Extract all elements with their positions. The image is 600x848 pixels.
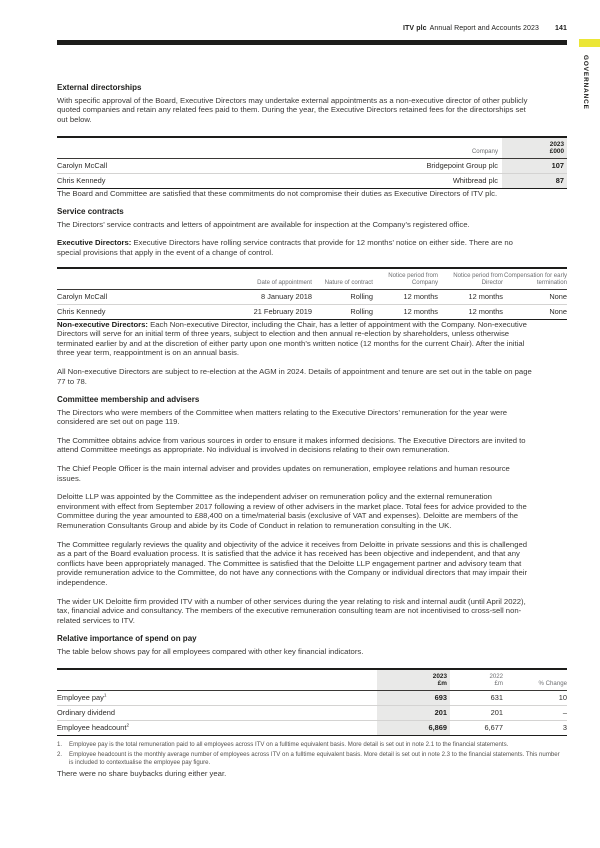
- value-2023-cell: 201: [377, 705, 450, 720]
- year-label: 2022: [489, 673, 503, 681]
- footnotes: [57, 741, 562, 766]
- company-column-header: Company: [287, 137, 502, 158]
- page-content: [57, 83, 567, 787]
- section-title-committee-membership: Committee membership and advisers: [57, 395, 200, 405]
- year-label: 2023: [549, 141, 564, 149]
- unit-label: £000: [549, 148, 564, 156]
- footnote: [57, 741, 562, 749]
- company-cell: Whitbread plc: [452, 176, 498, 186]
- committee-paragraph: The Directors who were members of the Committee when matters relating to the Executive Directors’ remuneration for the year were considered are set out on page 119.: [57, 407, 508, 427]
- indicator-label: Employee headcount: [57, 723, 127, 733]
- footnote: [57, 751, 562, 766]
- nature-cell: Rolling: [312, 289, 373, 304]
- notice-company-cell: 12 months: [373, 289, 438, 304]
- notice-period-company-header: Notice period from Company: [373, 268, 438, 289]
- year-2023-column-header: [502, 137, 567, 158]
- section-title-spend-on-pay: Relative importance of spend on pay: [57, 634, 197, 644]
- date-cell: 21 February 2019: [253, 307, 312, 317]
- value-2022-cell: 201: [450, 705, 503, 720]
- brand-name: ITV plc: [403, 25, 427, 32]
- footnote-number: 2.: [57, 751, 63, 758]
- executive-directors-label: Executive Directors:: [57, 238, 132, 248]
- director-name-cell: Chris Kennedy: [57, 176, 106, 186]
- compensation-cell: None: [503, 289, 567, 304]
- re-election-paragraph: All Non-executive Directors are subject to re-election at the AGM in 2024. Details of appointment and tenure are set out in the table on page 77 to 78.: [57, 366, 532, 386]
- table-header-row: [57, 268, 567, 289]
- non-executive-directors-paragraph: [57, 320, 535, 358]
- page-number: 141: [555, 25, 567, 32]
- notice-director-cell: 12 months: [438, 289, 503, 304]
- service-contracts-table: [57, 267, 567, 320]
- compensation-header: Compensation for early termination: [503, 268, 567, 289]
- share-buybacks-note: There were no share buybacks during either year.: [57, 768, 227, 778]
- year-label: 2023: [432, 673, 447, 681]
- footnote-ref: 1: [103, 692, 107, 698]
- percent-change-cell: 3: [562, 723, 567, 733]
- spend-on-pay-intro: The table below shows pay for all employees compared with other key financial indicators.: [57, 646, 364, 656]
- value-2022-cell: 631: [450, 690, 503, 705]
- notice-company-cell: 12 months: [403, 307, 438, 317]
- table-header-row: [57, 669, 567, 690]
- indicator-label: Employee pay: [57, 693, 104, 703]
- governance-accent-bar: [579, 39, 600, 47]
- table-header-row: [57, 137, 567, 158]
- unit-label: £m: [494, 680, 503, 688]
- report-title: Annual Report and Accounts 2023: [429, 25, 540, 32]
- table-row: [57, 289, 567, 304]
- empty-header-cell: [57, 669, 377, 690]
- indicator-label-cell: [57, 690, 377, 705]
- committee-paragraph: Deloitte LLP was appointed by the Committee as the independent adviser on remuneration policy and the external remuneration environment with effect from September 2017 following a review of other advisers in the market place. Total fees for advice provided to the Committee during the year amounted to £88,400 on a time/material basis (exclusive of VAT and expenses). Deloitte are members of the Remuneration Consultants Group and abide by its Code of Conduct in relation to remuneration consulting in the UK.: [57, 492, 527, 530]
- nature-of-contract-header: Nature of contract: [312, 268, 373, 289]
- date-of-appointment-header: Date of appointment: [247, 268, 312, 289]
- director-name-cell: Chris Kennedy: [57, 307, 106, 317]
- executive-directors-text: Executive Directors have rolling service contracts that provide for 12 months’ notice on either side. There are no special provisions that apply in the event of a change of control.: [57, 238, 513, 258]
- table-row: [57, 720, 567, 735]
- committee-paragraph: The Chief People Officer is the main internal adviser and provides updates on remuneration, employee relations and human resource issues.: [57, 464, 510, 483]
- section-title-external-directorships: External directorships: [57, 83, 142, 92]
- percent-change-cell: –: [503, 705, 567, 720]
- director-name-cell: Carolyn McCall: [57, 289, 247, 304]
- unit-label: £m: [437, 680, 447, 688]
- non-executive-directors-text: Each Non-executive Director, including the Chair, has a letter of appointment with the Company. Non-executive Directors will serve for an initial term of three years, subject to election and then annual re-election by shareholders, unless otherwise terminated earlier by and at the discretion of either party upon one month’s written notice (12 months for the current Chair). After the initial three year term, reappointment is on an annual basis.: [57, 319, 527, 358]
- date-cell: 8 January 2018: [247, 289, 312, 304]
- committee-paragraph: The Committee obtains advice from various sources in order to ensure it makes informed decisions. The Executive Directors are invited to attend Committee meetings as appropriate. No individual is involved in decisions relating to their own remuneration.: [57, 435, 526, 455]
- table-row: [57, 173, 567, 188]
- governance-tab-label: GOVERNANCE: [582, 55, 589, 110]
- fee-cell: 87: [502, 173, 567, 188]
- company-cell: Bridgepoint Group plc: [287, 158, 502, 173]
- percent-change-column-header: % Change: [503, 669, 567, 690]
- footnote-text: Employee pay is the total remuneration paid to all employees across ITV on a fulltime equivalent basis. More detail is set out in note 2.1 to the financial statements.: [69, 740, 509, 748]
- table-row: [57, 705, 567, 720]
- footnote-text: Employee headcount is the monthly average number of employees across ITV on a fulltime equivalent basis. More detail is set out in note 2.3 to the financial statements. This number is included to contextualise the employee pay figure.: [69, 751, 560, 766]
- nature-cell: Rolling: [350, 307, 373, 317]
- notice-director-cell: 12 months: [468, 307, 503, 317]
- indicator-label-cell: [57, 720, 377, 735]
- indicator-label-cell: [57, 705, 377, 720]
- value-2023-cell: 693: [377, 690, 450, 705]
- header-rule: [57, 40, 567, 45]
- footnote-ref: 2: [126, 722, 130, 728]
- table-row: [57, 304, 567, 319]
- table-row: [57, 158, 567, 173]
- indicator-label: Ordinary dividend: [57, 708, 115, 718]
- empty-header-cell: [57, 268, 247, 289]
- year-2022-column-header: [450, 669, 503, 690]
- table-row: [57, 690, 567, 705]
- notice-period-director-header: Notice period from Director: [438, 268, 503, 289]
- committee-paragraph: The wider UK Deloitte firm provided ITV with a number of other services during the year relating to risk and internal audit (until April 2022), tax, financial advice and consultancy. The members of the executive remuneration consulting team are not incentivised to cross-sell non-related services to ITV.: [57, 596, 526, 625]
- empty-header-cell: [57, 137, 287, 158]
- value-2022-cell: 6,677: [484, 723, 503, 733]
- spend-on-pay-table: [57, 668, 567, 736]
- committee-paragraph: The Committee regularly reviews the quality and objectivity of the advice it receives from Deloitte in private sessions and this is challenged as a part of the Board evaluation process. It is satisfied that the advice it has received has been objective and independent, and that any conflicts have been appropriately managed. The Committee is satisfied that the Deloitte LLP engagement partner and advisory team that provide remuneration advice to the Committee, do not have any connections with the Company or individual directors that may impair their independence.: [57, 539, 528, 587]
- footnote-number: 1.: [57, 740, 63, 748]
- non-executive-directors-label: Non-executive Directors:: [57, 319, 148, 329]
- percent-change-cell: 10: [503, 690, 567, 705]
- year-2023-column-header: [377, 669, 450, 690]
- value-2023-cell: 6,869: [377, 720, 450, 735]
- service-contracts-intro: The Directors’ service contracts and letters of appointment are available for inspection at the Company’s registered office.: [57, 219, 470, 229]
- board-satisfied-note: The Board and Committee are satisfied that these commitments do not compromise their duties as Executive Directors of ITV plc.: [57, 188, 498, 198]
- compensation-cell: None: [549, 307, 567, 317]
- page-header: [57, 25, 567, 32]
- external-directorships-table: [57, 136, 567, 189]
- executive-directors-paragraph: [57, 238, 535, 257]
- external-directorships-intro: With specific approval of the Board, Executive Directors may undertake external appointments as a non-executive director of other publicly quoted companies and retain any related fees paid to them. During the year, the Executive Directors retained fees for the directorships set out below.: [57, 95, 528, 124]
- director-name-cell: Carolyn McCall: [57, 158, 287, 173]
- fee-cell: 107: [502, 158, 567, 173]
- section-title-service-contracts: Service contracts: [57, 207, 124, 217]
